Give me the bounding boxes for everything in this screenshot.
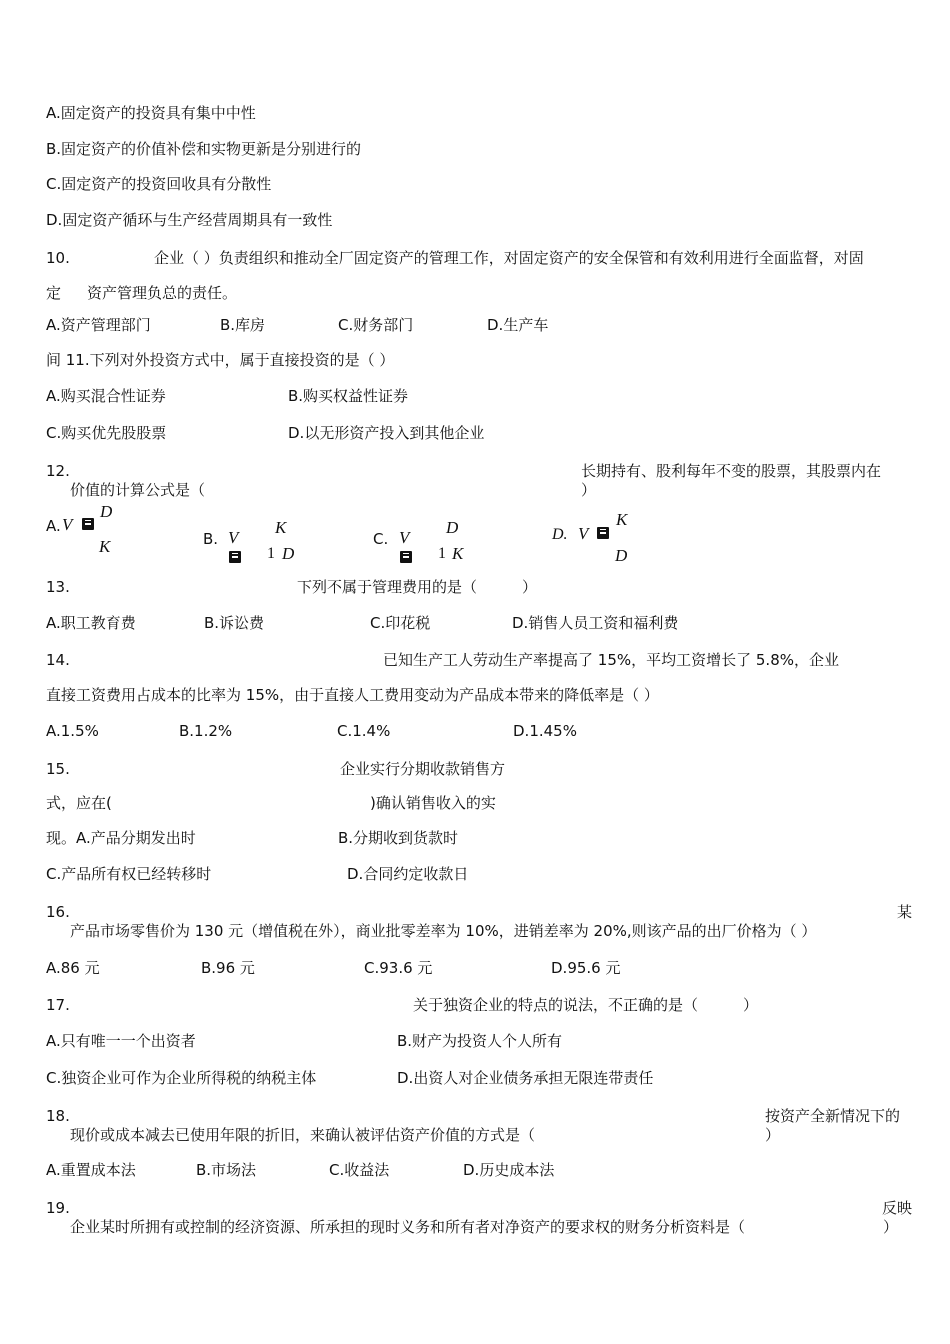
- q17-option-d: D.出资人对企业债务承担无限连带责任: [397, 1069, 654, 1087]
- q16-option-b: B.96 元: [201, 959, 255, 977]
- q15-number: 15.: [46, 760, 70, 778]
- q18-option-a: A.重置成本法: [46, 1161, 136, 1179]
- formula-b-numerator: K: [275, 518, 287, 537]
- formula-c-label: C.: [373, 530, 389, 548]
- equals-glyph-icon: [229, 551, 241, 563]
- equals-glyph-icon: [400, 551, 412, 563]
- q19-number: 19.: [46, 1199, 70, 1217]
- q10-option-a: A.资产管理部门: [46, 316, 151, 334]
- q14-number: 14.: [46, 651, 70, 669]
- formula-b-label: B.: [203, 530, 219, 548]
- q14-option-c: C.1.4%: [337, 722, 391, 740]
- formula-d-v: V: [578, 524, 589, 543]
- q17-option-c: C.独资企业可作为企业所得税的纳税主体: [46, 1069, 317, 1087]
- q12-number: 12.: [46, 462, 70, 480]
- q14-question: 已知生产工人劳动生产率提高了 15%，平均工资增长了 5.8%，企业: [383, 651, 839, 669]
- q13-option-b: B.诉讼费: [204, 614, 265, 632]
- q10-question-cont-a: 定: [46, 284, 62, 302]
- q10-option-d: D.生产车: [487, 316, 549, 334]
- q15-question: 企业实行分期收款销售方: [340, 760, 506, 778]
- q15-question-cont-b: )确认销售收入的实: [370, 794, 496, 812]
- formula-c-denominator-one: 1: [438, 545, 446, 562]
- q9-option-a: A.固定资产的投资具有集中中性: [46, 104, 256, 122]
- formula-d-denominator: D: [615, 546, 628, 565]
- q18-option-d: D.历史成本法: [463, 1161, 555, 1179]
- q14-option-b: B.1.2%: [179, 722, 233, 740]
- q10-option-c: C.财务部门: [338, 316, 414, 334]
- q18-option-c: C.收益法: [329, 1161, 390, 1179]
- q13-number: 13.: [46, 578, 70, 596]
- q15-option-a: 现。A.产品分期发出时: [46, 829, 196, 847]
- q13-option-c: C.印花税: [370, 614, 431, 632]
- q11-option-a: A.购买混合性证券: [46, 387, 166, 405]
- q18-question: 按资产全新情况下的: [765, 1107, 901, 1125]
- q13-option-a: A.职工教育费: [46, 614, 136, 632]
- q18-option-b: B.市场法: [196, 1161, 257, 1179]
- q17-number: 17.: [46, 996, 70, 1014]
- q19-close-paren: ）: [883, 1218, 899, 1236]
- formula-a-v: V: [62, 515, 73, 534]
- equals-glyph-icon: [82, 518, 94, 530]
- q17-option-a: A.只有唯一一个出资者: [46, 1032, 196, 1050]
- q16-question: 产品市场零售价为 130 元（增值税在外），商业批零差率为 10%，进销差率为 20%,则该产品的出厂价格为（ ）: [70, 922, 817, 940]
- q11-question: 间 11.下列对外投资方式中，属于直接投资的是（ ）: [46, 351, 395, 369]
- q17-option-b: B.财产为投资人个人所有: [397, 1032, 563, 1050]
- formula-b-denominator-var: D: [282, 544, 295, 563]
- q19-question-lead: 反映: [882, 1199, 913, 1217]
- q18-question-cont: 现价或成本减去已使用年限的折旧，来确认被评估资产价值的方式是（: [70, 1126, 536, 1144]
- q15-option-d: D.合同约定收款日: [347, 865, 469, 883]
- q17-question: 关于独资企业的特点的说法，不正确的是（ ）: [413, 996, 759, 1014]
- q19-question: 企业某时所拥有或控制的经济资源、所承担的现时义务和所有者对净资产的要求权的财务分析资料是（: [70, 1218, 746, 1236]
- q18-close-paren: ）: [765, 1126, 781, 1144]
- q10-question-cont-b: 资产管理负总的责任。: [87, 284, 238, 302]
- q12-question-cont: 价值的计算公式是（: [70, 481, 206, 499]
- q13-option-d: D.销售人员工资和福利费: [512, 614, 679, 632]
- q11-option-b: B.购买权益性证券: [288, 387, 409, 405]
- q14-question-cont: 直接工资费用占成本的比率为 15%，由于直接人工费用变动为产品成本带来的降低率是（ ）: [46, 686, 659, 704]
- q10-question: 企业（ ）负责组织和推动全厂固定资产的管理工作，对固定资产的安全保管和有效利用进行全面监督，对固: [154, 249, 864, 267]
- q10-option-b: B.库房: [220, 316, 266, 334]
- q9-option-c: C.固定资产的投资回收具有分散性: [46, 175, 272, 193]
- q10-number: 10.: [46, 249, 70, 267]
- formula-c-denominator-var: K: [452, 544, 464, 563]
- q9-option-b: B.固定资产的价值补偿和实物更新是分别进行的: [46, 140, 362, 158]
- q16-option-d: D.95.6 元: [551, 959, 621, 977]
- q11-option-c: C.购买优先股股票: [46, 424, 167, 442]
- formula-a-label: A.: [46, 517, 61, 535]
- q16-option-c: C.93.6 元: [364, 959, 433, 977]
- formula-c-v: V: [399, 528, 410, 547]
- equals-glyph-icon: [597, 527, 609, 539]
- q11-option-d: D.以无形资产投入到其他企业: [288, 424, 485, 442]
- formula-b-denominator-one: 1: [267, 545, 275, 562]
- formula-c-numerator: D: [446, 518, 459, 537]
- q15-option-c: C.产品所有权已经转移时: [46, 865, 212, 883]
- q16-number: 16.: [46, 903, 70, 921]
- q12-question: 长期持有、股利每年不变的股票，其股票内在: [581, 462, 882, 480]
- formula-a-denominator: K: [99, 537, 111, 556]
- q13-question: 下列不属于管理费用的是（ ）: [297, 578, 538, 596]
- formula-d-numerator: K: [616, 510, 628, 529]
- q14-option-a: A.1.5%: [46, 722, 99, 740]
- q16-option-a: A.86 元: [46, 959, 100, 977]
- q9-option-d: D.固定资产循环与生产经营周期具有一致性: [46, 211, 333, 229]
- formula-b-v: V: [228, 528, 239, 547]
- q12-close-paren: ）: [581, 481, 597, 499]
- formula-d-label: D.: [552, 526, 568, 543]
- q15-question-cont-a: 式，应在(: [46, 794, 112, 812]
- q18-number: 18.: [46, 1107, 70, 1125]
- q16-question-lead: 某: [897, 903, 913, 921]
- q15-option-b: B.分期收到货款时: [338, 829, 459, 847]
- q14-option-d: D.1.45%: [513, 722, 577, 740]
- formula-a-numerator: D: [100, 502, 113, 521]
